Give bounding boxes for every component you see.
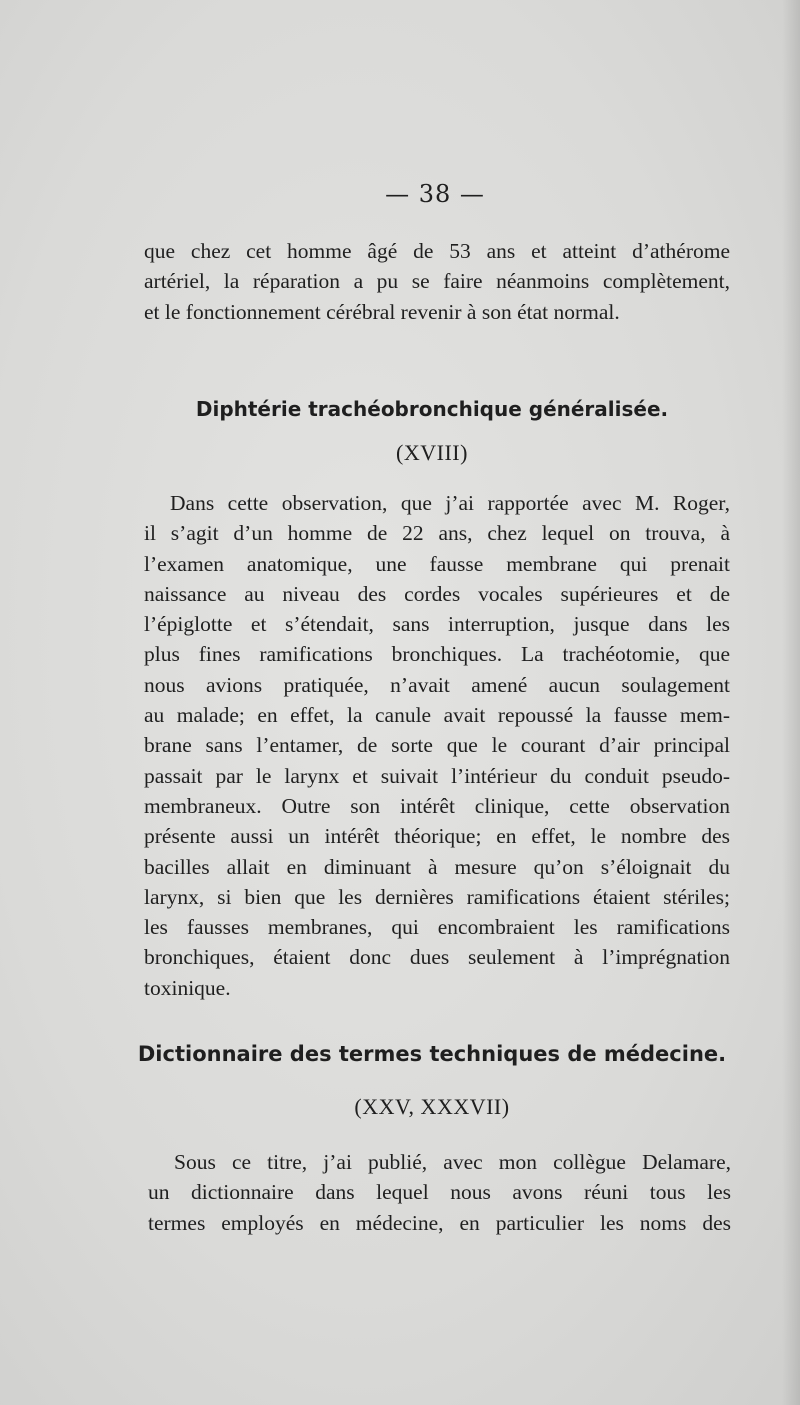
paragraph-diphterie [144,488,730,1003]
paragraph-dictionnaire [148,1147,731,1238]
text-line: bronchiques, étaient donc dues seulement à l’imprégnation [144,945,730,970]
text-line: termes employés en médecine, en particulier les noms des [148,1210,731,1235]
text-line: et le fonctionnement cérébral revenir à son état normal. [144,299,620,324]
text-line: au malade; en effet, la canule avait repoussé la fausse mem- [144,703,730,728]
text-line: l’épiglotte et s’étendait, sans interruption, jusque dans les [144,612,730,637]
text-line: Sous ce titre, j’ai publié, avec mon collègue Delamare, [174,1150,731,1174]
text-line: que chez cet homme âgé de 53 ans et atteint d’athérome [144,239,730,263]
text-line: passait par le larynx et suivait l’intérieur du conduit pseudo- [144,763,730,788]
text-line: bacilles allait en diminuant à mesure qu’on s’éloignait du [144,854,730,879]
paragraph-continuation [144,236,730,327]
section-heading-dictionnaire: Dictionnaire des termes techniques de médecine. [137,1042,727,1066]
text-line: il s’agit d’un homme de 22 ans, chez lequel on trouva, à [144,521,730,546]
text-line: larynx, si bien que les dernières ramifications étaient stériles; [144,884,730,909]
text-line: naissance au niveau des cordes vocales supérieures et de [144,581,730,606]
section-reference-dictionnaire: (XXV, XXXVII) [354,1094,510,1119]
text-line: nous avions pratiquée, n’avait amené aucun soulagement [144,672,730,697]
text-line: brane sans l’entamer, de sorte que le courant d’air principal [144,733,730,758]
page-edge-shadow [782,0,800,1405]
text-line: artériel, la réparation a pu se faire néanmoins complètement, [144,269,730,294]
text-line: membraneux. Outre son intérêt clinique, cette observation [144,793,730,818]
text-line: l’examen anatomique, une fausse membrane qui prenait [144,551,730,576]
text-line: Dans cette observation, que j’ai rapportée avec M. Roger, [170,491,730,515]
text-line: les fausses membranes, qui encombraient les ramifications [144,915,730,940]
section-heading-diphterie: Diphtérie trachéobronchique généralisée. [195,397,669,421]
text-line: toxinique. [144,975,231,1000]
text-line: plus fines ramifications bronchiques. La trachéotomie, que [144,642,730,667]
section-reference-diphterie: (XVIII) [396,440,468,465]
text-line: présente aussi un intérêt théorique; en effet, le nombre des [144,824,730,849]
page-number: — 38 — [385,180,485,208]
text-line: un dictionnaire dans lequel nous avons réuni tous les [148,1180,731,1205]
